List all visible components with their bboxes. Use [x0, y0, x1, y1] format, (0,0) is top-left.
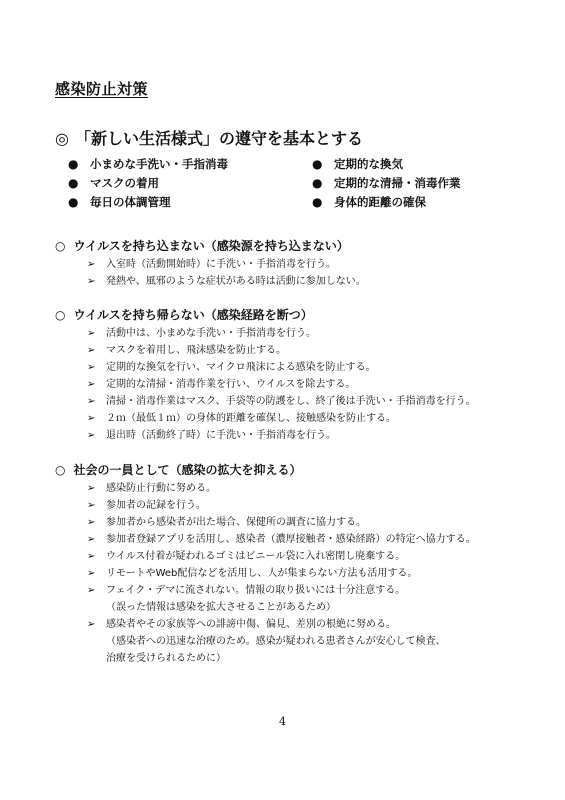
page-title: 感染防止対策: [55, 80, 149, 98]
bullet-item: ● 小まめな手洗い・手指消毒: [68, 155, 312, 174]
list-item: ➢ フェイク・デマに流されない。情報の取り扱いには十分注意する。: [87, 582, 545, 599]
bullet-dot-icon: ●: [312, 176, 323, 190]
list-item: ➢ 感染防止行動に努める。: [87, 480, 545, 497]
arrow-bullet-icon: ➢: [87, 534, 96, 545]
bullet-dot-icon: ●: [68, 157, 79, 171]
circle-icon: ○: [55, 308, 66, 322]
bullet-dot-icon: ●: [312, 195, 323, 209]
arrow-bullet-icon: ➢: [87, 430, 96, 441]
main-heading: [55, 126, 363, 149]
list-item-continuation: （感染者への迅速な治療のため。感染が疑われる患者さんが安心して検査、: [106, 636, 446, 647]
circle-icon: ○: [55, 463, 66, 477]
section-heading: ○ ウイルスを持ち帰らない（感染経路を断つ）: [55, 308, 313, 322]
section-society-member: [55, 460, 545, 667]
arrow-bullet-icon: ➢: [87, 328, 96, 339]
list-item: ➢ ２ｍ（最低１ｍ）の身体的距離を確保し、接触感染を防止する。: [87, 410, 545, 427]
arrow-bullet-icon: ➢: [87, 396, 96, 407]
list-item: ➢ 退出時（活動終了時）に手洗い・手指消毒を行う。: [87, 427, 545, 444]
arrow-bullet-icon: ➢: [87, 345, 96, 356]
bullet-dot-icon: ●: [68, 195, 79, 209]
section-item-list: [87, 325, 545, 444]
arrow-bullet-icon: ➢: [87, 568, 96, 579]
bullet-dot-icon: ●: [68, 176, 79, 190]
arrow-bullet-icon: ➢: [87, 413, 96, 424]
arrow-bullet-icon: ➢: [87, 585, 96, 596]
list-item: ➢ 入室時（活動開始時）に手洗い・手指消毒を行う。: [87, 256, 545, 273]
bullet-item: ● マスクの着用: [68, 174, 312, 193]
list-item: ➢ リモートやWeb配信などを活用し、人が集まらない方法も活用する。: [87, 565, 545, 582]
arrow-bullet-icon: ➢: [87, 619, 96, 630]
section-item-list: [87, 480, 545, 667]
list-item: ➢ マスクを着用し、飛沫感染を防止する。: [87, 342, 545, 359]
section-no-take-home: [55, 305, 545, 444]
list-item-continuation: （誤った情報は感染を拡大させることがあるため）: [106, 602, 336, 613]
list-item: ➢ 定期的な清掃・消毒作業を行い、ウイルスを除去する。: [87, 376, 545, 393]
bullet-item: ● 身体的距離の確保: [312, 193, 538, 212]
bullet-item: ● 定期的な換気: [312, 155, 538, 174]
list-item: ➢ 参加者登録アプリを活用し、感染者（濃厚接触者・感染経路）の特定へ協力する。: [87, 531, 545, 548]
section-no-bring-in: [55, 236, 545, 290]
double-circle-icon: ◎: [55, 129, 69, 148]
main-heading-text: 「新しい生活様式」の遵守を基本とする: [74, 129, 363, 148]
list-item: ➢ 参加者から感染者が出た場合、保健所の調査に協力する。: [87, 514, 545, 531]
arrow-bullet-icon: ➢: [87, 483, 96, 494]
arrow-bullet-icon: ➢: [87, 551, 96, 562]
circle-icon: ○: [55, 239, 66, 253]
arrow-bullet-icon: ➢: [87, 276, 96, 287]
list-item: ➢ 発熱や、風邪のような症状がある時は活動に参加しない。: [87, 273, 545, 290]
section-heading: ○ ウイルスを持ち込まない（感染源を持ち込まない）: [55, 239, 349, 253]
section-item-list: [87, 256, 545, 290]
list-item-continuation: 治療を受けられるために）: [106, 653, 226, 664]
arrow-bullet-icon: ➢: [87, 259, 96, 270]
arrow-bullet-icon: ➢: [87, 379, 96, 390]
list-item: ➢ 活動中は、小まめな手洗い・手指消毒を行う。: [87, 325, 545, 342]
page-number: 4: [279, 715, 286, 728]
list-item: ➢ 参加者の記録を行う。: [87, 497, 545, 514]
bullet-item: ● 定期的な清掃・消毒作業: [312, 174, 538, 193]
list-item: ➢ 清掃・消毒作業はマスク、手袋等の防護をし、終了後は手洗い・手指消毒を行う。: [87, 393, 545, 410]
list-item: ➢ 感染者やその家族等への誹謗中傷、偏見、差別の根絶に努める。: [87, 616, 545, 633]
guideline-bullet-list: [68, 155, 538, 212]
list-item: ➢ 定期的な換気を行い、マイクロ飛沫による感染を防止する。: [87, 359, 545, 376]
section-heading: ○ 社会の一員として（感染の拡大を抑える）: [55, 463, 302, 477]
bullet-dot-icon: ●: [312, 157, 323, 171]
arrow-bullet-icon: ➢: [87, 500, 96, 511]
bullet-item: ● 毎日の体調管理: [68, 193, 312, 212]
arrow-bullet-icon: ➢: [87, 517, 96, 528]
arrow-bullet-icon: ➢: [87, 362, 96, 373]
list-item: ➢ ウイルス付着が疑われるゴミはビニール袋に入れ密閉し廃棄する。: [87, 548, 545, 565]
